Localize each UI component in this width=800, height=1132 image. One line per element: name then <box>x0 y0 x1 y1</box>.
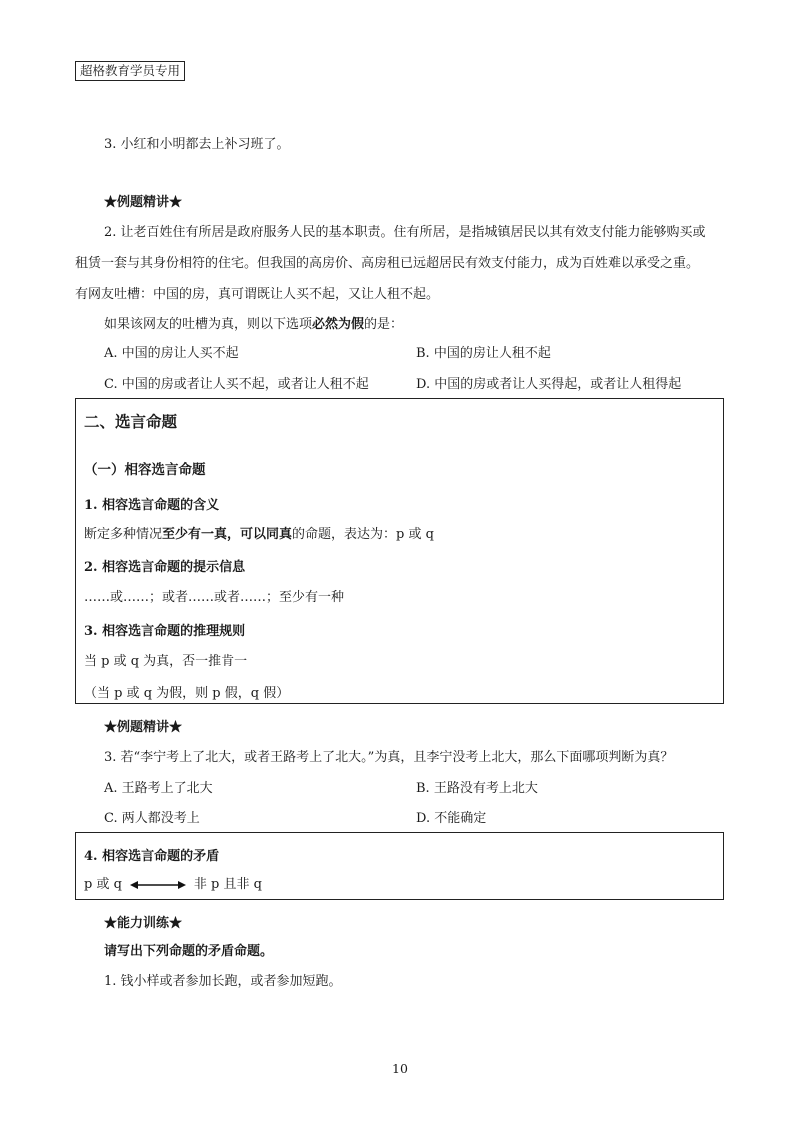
option-b: B. 中国的房让人租不起 <box>416 346 551 361</box>
training-item-1: 1. 钱小样或者参加长跑，或者参加短跑。 <box>104 974 342 989</box>
example2-option-c: C. 两人都没考上 <box>104 811 200 826</box>
question-suffix: 的是： <box>364 317 404 332</box>
definition-heading: 1. 相容选言命题的含义 <box>84 498 220 513</box>
example1-question <box>104 313 403 332</box>
definition-prefix: 断定多种情况 <box>84 527 163 542</box>
section-subtitle: （一）相容选言命题 <box>84 462 206 478</box>
example-heading-2: ★例题精讲★ <box>104 720 183 735</box>
q3-line: 3. 小红和小明都去上补习班了。 <box>104 137 290 152</box>
rule-heading: 3. 相容选言命题的推理规则 <box>84 624 246 639</box>
definition-text <box>84 523 434 542</box>
definition-suffix: 的命题，表达为：p 或 q <box>292 527 434 542</box>
example2-option-b: B. 王路没有考上北大 <box>416 781 538 796</box>
question-prefix: 如果该网友的吐槽为真，则以下选项 <box>104 317 313 332</box>
contradiction-right: 非 p 且非 q <box>193 877 262 892</box>
contradiction-heading: 4. 相容选言命题的矛盾 <box>84 849 220 864</box>
rule-note: （当 p 或 q 为假，则 p 假，q 假） <box>84 686 290 701</box>
training-heading: ★能力训练★ <box>104 916 183 931</box>
example1-line2: 租赁一套与其身份相符的住宅。但我国的高房价、高房租已远超居民有效支付能力，成为百姓难以承受之重。 <box>75 256 700 271</box>
section-title: 二、选言命题 <box>84 412 178 431</box>
question-bold: 必然为假 <box>312 317 365 332</box>
example-heading-1: ★例题精讲★ <box>104 195 183 210</box>
example1-line1: 2. 让老百姓住有所居是政府服务人民的基本职责。住有所居，是指城镇居民以其有效支付能力能够购买或 <box>104 225 706 240</box>
definition-bold: 至少有一真，可以同真 <box>162 527 293 542</box>
contradiction-row <box>84 873 262 892</box>
rule-text: 当 p 或 q 为真，否一推肯一 <box>84 654 248 669</box>
option-d: D. 中国的房或者让人买得起，或者让人租得起 <box>416 377 682 392</box>
example2-option-d: D. 不能确定 <box>416 811 487 826</box>
example2-option-a: A. 王路考上了北大 <box>104 781 213 796</box>
header-tag: 超格教育学员专用 <box>75 61 185 81</box>
hint-heading: 2. 相容选言命题的提示信息 <box>84 560 246 575</box>
training-instruction: 请写出下列命题的矛盾命题。 <box>104 944 274 959</box>
page-number: 10 <box>392 1061 408 1076</box>
example2-question: 3. 若“李宁考上了北大，或者王路考上了北大。”为真，且李宁没考上北大，那么下面哪项判断为真？ <box>104 750 674 765</box>
option-c: C. 中国的房或者让人买不起，或者让人租不起 <box>104 377 369 392</box>
example1-line3: 有网友吐槽：中国的房，真可谓既让人买不起，又让人租不起。 <box>75 287 440 302</box>
option-a: A. 中国的房让人买不起 <box>104 346 239 361</box>
contradiction-left: p 或 q <box>84 877 122 892</box>
double-arrow-icon <box>130 880 186 890</box>
hint-text: ……或……；或者……或者……；至少有一种 <box>84 590 345 605</box>
